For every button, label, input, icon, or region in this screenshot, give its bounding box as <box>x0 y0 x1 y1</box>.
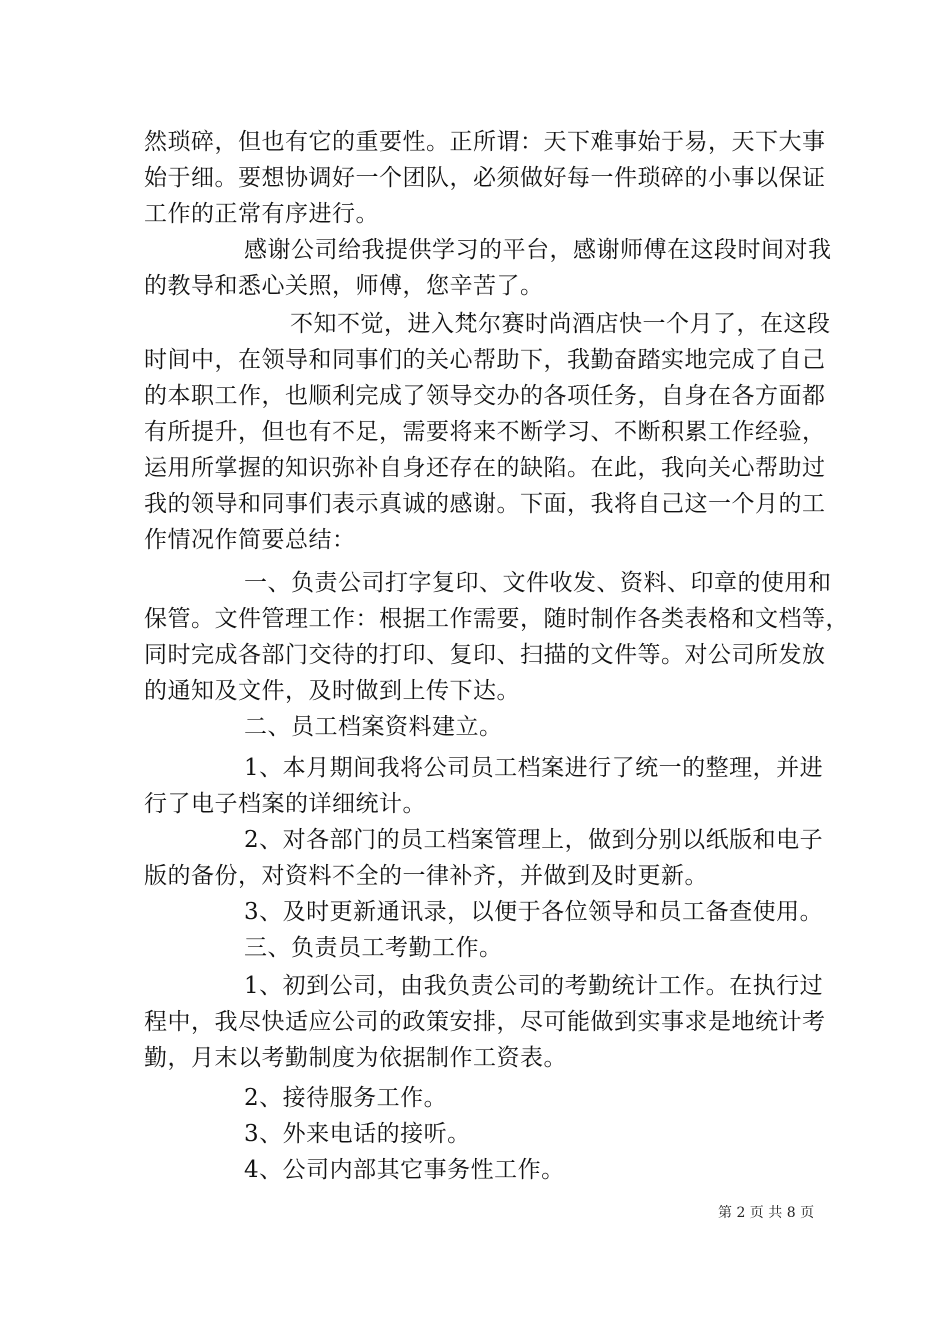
body-line: 工作的正常有序进行。 <box>144 201 379 227</box>
body-line: 的教导和悉心关照，师傅，您辛苦了。 <box>144 273 544 299</box>
body-line: 同时完成各部门交待的打印、复印、扫描的文件等。对公司所发放 <box>144 642 826 668</box>
body-line: 然琐碎，但也有它的重要性。正所谓：天下难事始于易，天下大事 <box>144 129 826 155</box>
body-line: 一、负责公司打字复印、文件收发、资料、印章的使用和 <box>244 570 832 596</box>
page-number-footer: 第 2 页 共 8 页 <box>718 1205 815 1221</box>
body-line: 勤，月末以考勤制度为依据制作工资表。 <box>144 1045 567 1071</box>
body-line: 2、接待服务工作。 <box>244 1085 448 1111</box>
body-line: 保管。文件管理工作：根据工作需要，随时制作各类表格和文档等， <box>144 606 849 632</box>
body-line: 我的领导和同事们表示真诚的感谢。下面，我将自己这一个月的工 <box>144 491 826 517</box>
body-line: 3、及时更新通讯录，以便于各位领导和员工备查使用。 <box>244 899 824 925</box>
body-line: 1、初到公司，由我负责公司的考勤统计工作。在执行过 <box>244 973 824 999</box>
body-line: 三、负责员工考勤工作。 <box>244 935 503 961</box>
body-line: 作情况作简要总结： <box>144 527 356 553</box>
body-line: 版的备份，对资料不全的一律补齐，并做到及时更新。 <box>144 863 708 889</box>
body-line: 行了电子档案的详细统计。 <box>144 791 426 817</box>
body-line: 3、外来电话的接听。 <box>244 1121 471 1147</box>
body-line: 2、对各部门的员工档案管理上，做到分别以纸版和电子 <box>244 827 824 853</box>
body-line: 有所提升，但也有不足，需要将来不断学习、不断积累工作经验， <box>144 419 826 445</box>
body-line: 的通知及文件，及时做到上传下达。 <box>144 678 520 704</box>
body-line: 4、公司内部其它事务性工作。 <box>244 1157 565 1183</box>
body-line: 时间中，在领导和同事们的关心帮助下，我勤奋踏实地完成了自己 <box>144 347 826 373</box>
body-line: 运用所掌握的知识弥补自身还存在的缺陷。在此，我向关心帮助过 <box>144 455 826 481</box>
body-line: 不知不觉，进入梵尔赛时尚酒店快一个月了，在这段 <box>290 311 831 337</box>
body-line: 始于细。要想协调好一个团队，必须做好每一件琐碎的小事以保证 <box>144 165 826 191</box>
body-line: 程中，我尽快适应公司的政策安排，尽可能做到实事求是地统计考 <box>144 1009 826 1035</box>
body-line: 的本职工作，也顺利完成了领导交办的各项任务，自身在各方面都 <box>144 383 826 409</box>
body-line: 二、员工档案资料建立。 <box>244 714 503 740</box>
body-line: 1、本月期间我将公司员工档案进行了统一的整理，并进 <box>244 755 824 781</box>
body-line: 感谢公司给我提供学习的平台，感谢师傅在这段时间对我 <box>244 237 832 263</box>
